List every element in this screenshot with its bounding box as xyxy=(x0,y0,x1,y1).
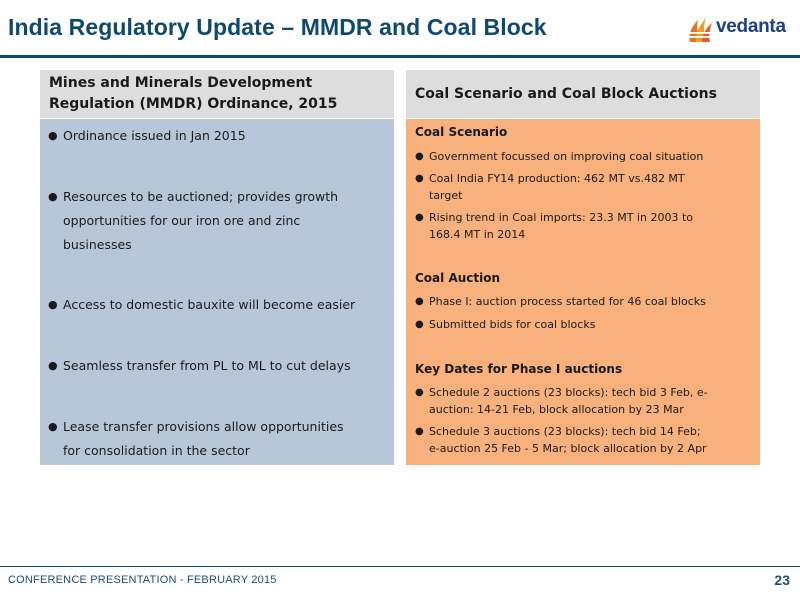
mmdr-bullet-item xyxy=(48,354,388,378)
mmdr-heading-line-1: Mines and Minerals Development xyxy=(49,75,313,91)
bullet-text-line: Lease transfer provisions allow opportunities xyxy=(63,419,344,434)
mmdr-column-heading xyxy=(40,70,394,118)
mmdr-bullet-item xyxy=(48,293,388,317)
bullet-text-line: Government focussed on improving coal situation xyxy=(429,150,704,163)
mmdr-bullet-item xyxy=(48,415,388,463)
bullet-text-line: auction: 14-21 Feb, block allocation by 23 Mar xyxy=(429,403,684,416)
page-title: India Regulatory Update – MMDR and Coal Block xyxy=(8,14,547,40)
footer-divider xyxy=(0,566,800,567)
coal-bullet-item xyxy=(415,423,757,457)
vedanta-flame-logo-icon xyxy=(686,14,714,44)
mmdr-heading-text xyxy=(49,73,337,115)
vedanta-logo xyxy=(686,12,798,46)
coal-bullet-item xyxy=(415,209,757,243)
section-heading: Key Dates for Phase I auctions xyxy=(415,362,623,376)
title-divider xyxy=(0,55,800,58)
bullet-text-line: for consolidation in the sector xyxy=(63,443,250,458)
bullet-text-line: e-auction 25 Feb - 5 Mar; block allocation by 2 Apr xyxy=(429,442,707,455)
bullet-text-line: 168.4 MT in 2014 xyxy=(429,228,526,241)
bullet-icon: ● xyxy=(415,212,424,223)
bullet-text-line: Access to domestic bauxite will become easier xyxy=(63,297,356,312)
section-heading: Coal Auction xyxy=(415,271,501,285)
mmdr-heading-line-2: Regulation (MMDR) Ordinance, 2015 xyxy=(49,96,338,112)
coal-bullet-item xyxy=(415,293,757,310)
bullet-text-line: Coal India FY14 production: 462 MT vs.482 MT xyxy=(429,172,685,185)
bullet-text-line: Submitted bids for coal blocks xyxy=(429,318,596,331)
bullet-icon: ● xyxy=(48,190,58,203)
bullet-text-line: Phase I: auction process started for 46 coal blocks xyxy=(429,295,706,308)
logo-wordmark: vedanta xyxy=(716,16,786,37)
coal-column-heading xyxy=(406,70,760,118)
bullet-icon: ● xyxy=(415,426,424,437)
coal-bullet-item xyxy=(415,170,757,204)
bullet-text-line: target xyxy=(429,189,463,202)
section-heading: Coal Scenario xyxy=(415,125,508,139)
page-number: 23 xyxy=(774,572,790,588)
coal-bullet-item xyxy=(415,384,757,418)
bullet-text-line: businesses xyxy=(63,237,132,252)
bullet-text-line: Schedule 2 auctions (23 blocks): tech bid 3 Feb, e- xyxy=(429,386,708,399)
bullet-text-line: Seamless transfer from PL to ML to cut delays xyxy=(63,358,351,373)
coal-bullet-item xyxy=(415,316,757,333)
bullet-text-line: opportunities for our iron ore and zinc xyxy=(63,213,301,228)
bullet-icon: ● xyxy=(48,359,58,372)
mmdr-bullet-item xyxy=(48,124,388,148)
coal-bullet-item xyxy=(415,148,757,165)
bullet-icon: ● xyxy=(415,319,424,330)
bullet-text-line: Resources to be auctioned; provides growth xyxy=(63,189,339,204)
bullet-text-line: Ordinance issued in Jan 2015 xyxy=(63,128,246,143)
mmdr-bullet-item xyxy=(48,185,388,257)
bullet-icon: ● xyxy=(48,420,58,433)
coal-panel xyxy=(406,118,760,465)
bullet-icon: ● xyxy=(48,129,58,142)
bullet-icon: ● xyxy=(415,296,424,307)
mmdr-panel xyxy=(40,118,394,465)
bullet-icon: ● xyxy=(48,298,58,311)
bullet-icon: ● xyxy=(415,173,424,184)
bullet-text-line: Rising trend in Coal imports: 23.3 MT in 2003 to xyxy=(429,211,693,224)
footer-label: CONFERENCE PRESENTATION - FEBRUARY 2015 xyxy=(8,574,277,586)
bullet-icon: ● xyxy=(415,151,424,162)
coal-heading-text: Coal Scenario and Coal Block Auctions xyxy=(415,86,717,102)
bullet-icon: ● xyxy=(415,387,424,398)
bullet-text-line: Schedule 3 auctions (23 blocks): tech bid 14 Feb; xyxy=(429,425,701,438)
